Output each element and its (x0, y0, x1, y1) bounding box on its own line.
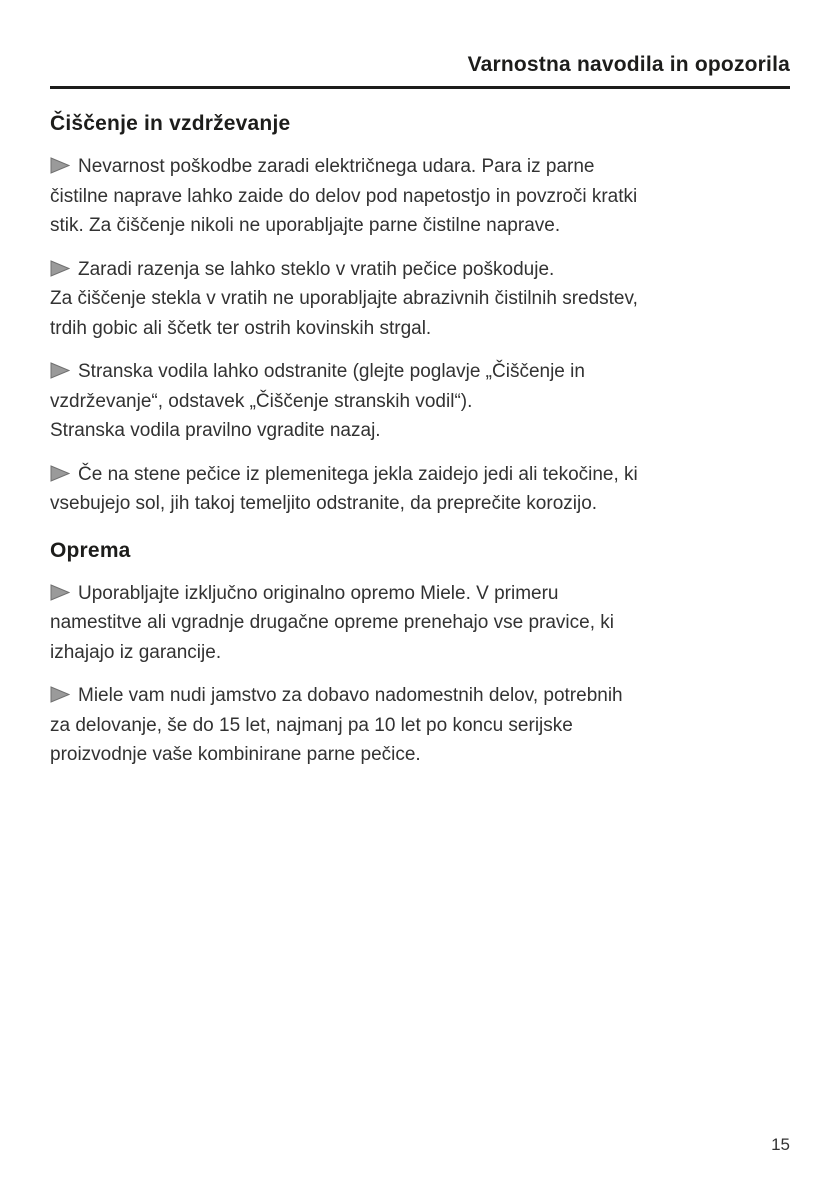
header-rule (50, 86, 790, 89)
paragraph-text: Miele vam nudi jamstvo za dobavo nadomestnih delov, potrebnih za delovanje, še do 15 let, najmanj pa 10 let po koncu serijske proizvodnje vaše kombinirane parne pečice. (50, 685, 623, 765)
warning-paragraph (50, 152, 790, 241)
paragraph-text: Stranska vodila lahko odstranite (glejte poglavje „Čiščenje in vzdrževanje“, odstavek „Čiščenje stranskih vodil“). Stranska vodila pravilno vgradite nazaj. (50, 361, 585, 441)
warning-arrow-icon (50, 157, 70, 174)
page-number: 15 (771, 1135, 790, 1154)
warning-paragraph (50, 255, 790, 344)
paragraph-text: Uporabljajte izključno originalno opremo Miele. V primeru namestitve ali vgradnje drugačne opreme prenehajo vse pravice, ki izhajajo iz garancije. (50, 582, 614, 663)
warning-paragraph (50, 357, 790, 446)
page-header-title: Varnostna navodila in opozorila (467, 53, 790, 76)
section-heading-accessories: Oprema (50, 538, 131, 562)
paragraph-text: Če na stene pečice iz plemenitega jekla zaidejo jedi ali tekočine, ki vsebujejo sol, jih takoj temeljito odstranite, da preprečite korozijo. (50, 463, 638, 514)
warning-paragraph (50, 579, 790, 668)
warning-arrow-icon (50, 260, 70, 277)
warning-arrow-icon (50, 686, 70, 703)
warning-paragraph (50, 681, 790, 770)
warning-arrow-icon (50, 362, 70, 379)
warning-paragraph (50, 460, 790, 519)
section-heading-cleaning-maintenance: Čiščenje in vzdrževanje (50, 112, 291, 135)
running-header (50, 0, 790, 78)
page-content (50, 0, 790, 770)
warning-arrow-icon (50, 584, 70, 601)
paragraph-text: Nevarnost poškodbe zaradi električnega udara. Para iz parne čistilne naprave lahko zaide do delov pod napetostjo in povzroči kratki stik. Za čiščenje nikoli ne uporabljajte parne čistilne naprave. (50, 156, 638, 236)
warning-arrow-icon (50, 465, 70, 482)
paragraph-text: Zaradi razenja se lahko steklo v vratih pečice poškoduje. Za čiščenje stekla v vratih ne uporabljajte abrazivnih čistilnih sredstev, trdih gobic ali ščetk ter ostrih kovinskih strgal. (50, 258, 638, 339)
